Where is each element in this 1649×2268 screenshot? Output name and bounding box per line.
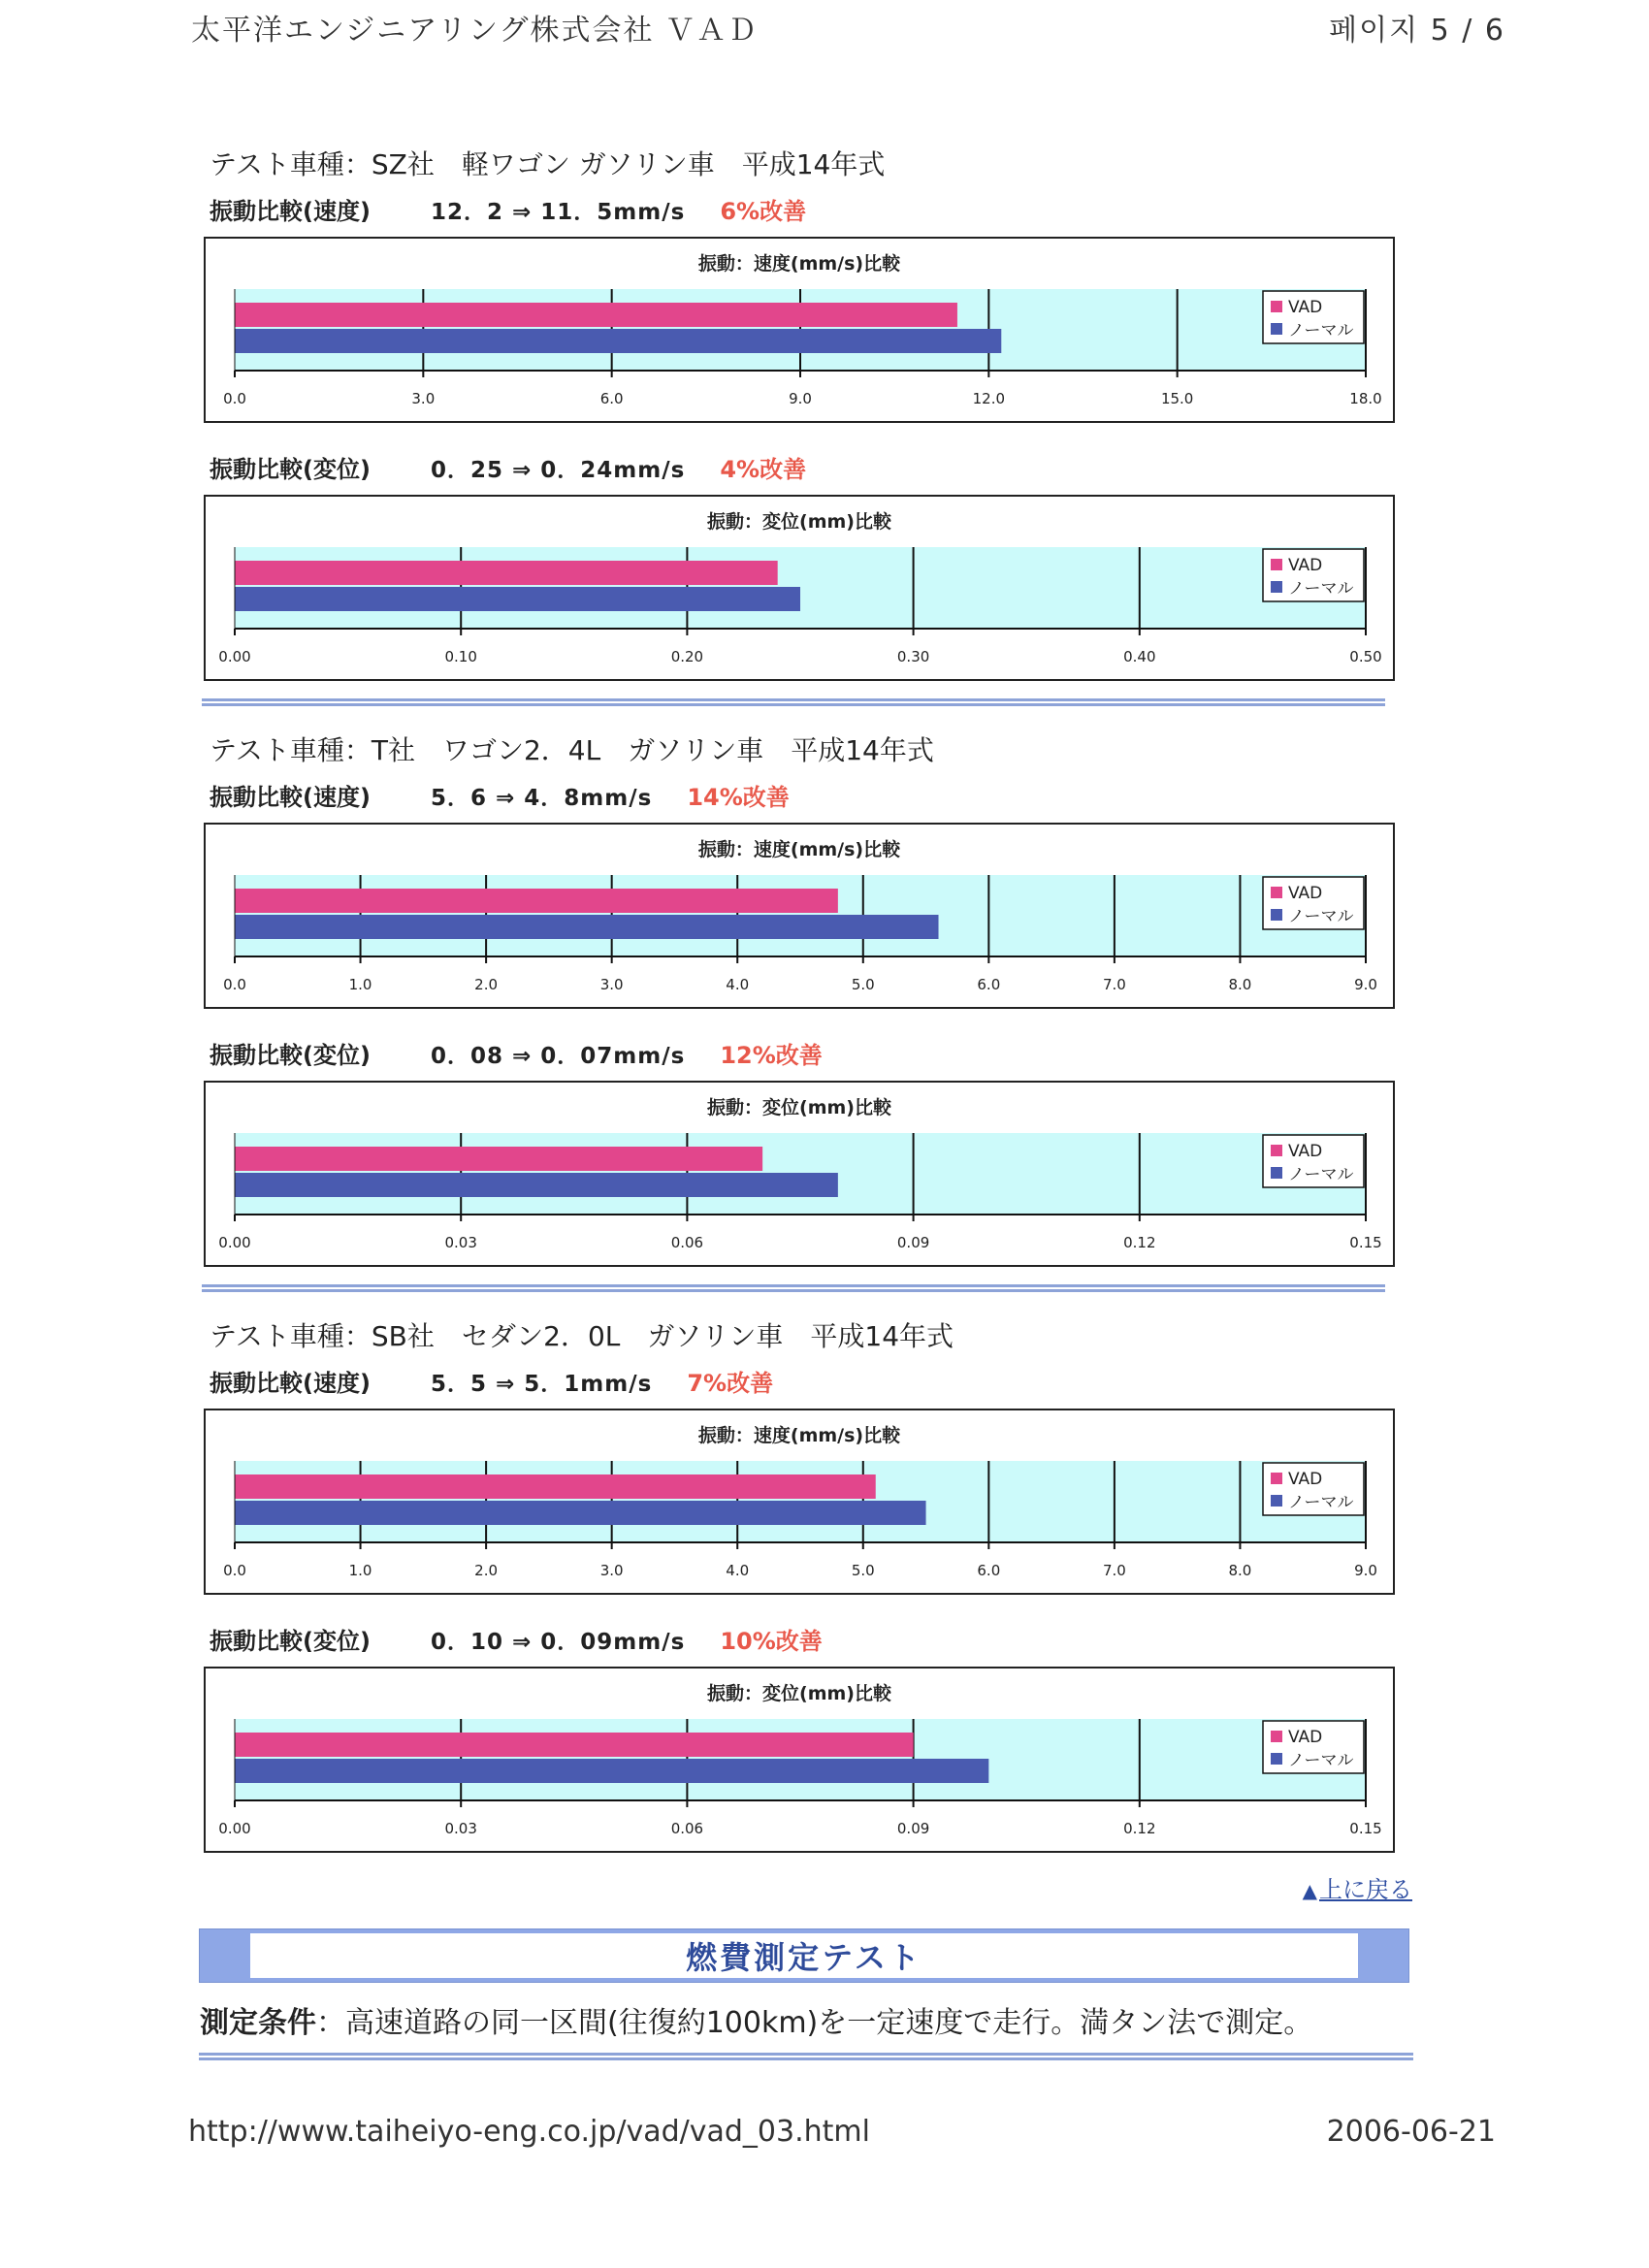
comparison-values: 0．10 ⇒ 0．09mm/s — [431, 1630, 686, 1655]
legend-swatch-normal — [1271, 1495, 1282, 1507]
x-tick-label: 5.0 — [851, 976, 875, 993]
velocity-chart-1 — [204, 237, 1395, 423]
footer-date: 2006-06-21 — [1326, 2115, 1496, 2149]
x-tick-label: 0.03 — [444, 1234, 477, 1251]
section-divider — [202, 698, 1385, 706]
displacement-chart-3 — [204, 1667, 1395, 1853]
chart-title: 振動：変位(mm)比較 — [707, 1097, 891, 1118]
page-indicator: 페이지 5 / 6 — [1329, 14, 1505, 48]
improvement-rate: 4%改善 — [720, 456, 807, 483]
velocity-comparison-2 — [210, 778, 790, 812]
legend-label-vad: VAD — [1288, 1142, 1323, 1161]
x-tick-label: 0.09 — [896, 1820, 930, 1837]
velocity-chart-2 — [204, 823, 1395, 1009]
x-tick-label: 8.0 — [1228, 1562, 1252, 1579]
legend-swatch-normal — [1271, 323, 1282, 335]
x-tick-label: 7.0 — [1102, 1562, 1126, 1579]
bar-vad — [235, 1474, 876, 1499]
velocity-chart-3 — [204, 1409, 1395, 1595]
legend-swatch-vad — [1271, 1731, 1282, 1742]
bar-normal — [235, 329, 1001, 353]
legend-label-normal: ノーマル — [1288, 1751, 1354, 1770]
x-tick-label: 0.06 — [670, 1820, 704, 1837]
x-tick-label: 6.0 — [599, 390, 624, 407]
x-tick-label: 0.0 — [223, 976, 246, 993]
chart-title: 振動：速度(mm/s)比較 — [697, 839, 901, 860]
x-tick-label: 4.0 — [726, 1562, 750, 1579]
legend-swatch-vad — [1271, 559, 1282, 570]
up-triangle-icon: ▲ — [1302, 1879, 1317, 1902]
legend-label-normal: ノーマル — [1288, 321, 1354, 340]
x-tick-label: 9.0 — [789, 390, 812, 407]
comparison-label: 振動比較(変位) — [210, 456, 371, 483]
x-tick-label: 6.0 — [977, 1562, 1001, 1579]
velocity-comparison-1 — [210, 192, 806, 226]
x-tick-label: 3.0 — [411, 390, 436, 407]
comparison-label: 振動比較(速度) — [210, 1370, 371, 1397]
bar-normal — [235, 915, 939, 939]
x-tick-label: 0.00 — [218, 648, 251, 665]
back-to-top-label: 上に戻る — [1319, 1876, 1412, 1903]
improvement-rate: 7%改善 — [687, 1370, 774, 1397]
legend-swatch-normal — [1271, 1167, 1282, 1179]
legend-swatch-vad — [1271, 1473, 1282, 1484]
x-tick-label: 6.0 — [977, 976, 1001, 993]
legend-label-vad: VAD — [1288, 884, 1323, 903]
x-tick-label: 0.09 — [896, 1234, 930, 1251]
bar-vad — [235, 303, 957, 327]
print-header — [0, 0, 1649, 58]
bar-normal — [235, 1501, 926, 1525]
chart-title: 振動：変位(mm)比較 — [707, 511, 891, 533]
section-divider — [202, 1284, 1385, 1292]
fuel-test-banner — [199, 1928, 1409, 1983]
back-to-top-link[interactable] — [1303, 1870, 1412, 1904]
bar-normal — [235, 1759, 988, 1783]
legend-label-normal: ノーマル — [1288, 1165, 1354, 1184]
x-tick-label: 9.0 — [1354, 1562, 1377, 1579]
x-tick-label: 18.0 — [1349, 390, 1382, 407]
comparison-label: 振動比較(変位) — [210, 1628, 371, 1655]
measurement-conditions — [200, 1998, 1312, 2041]
displacement-comparison-3 — [210, 1622, 823, 1656]
bar-chart-svg — [206, 1410, 1393, 1593]
x-tick-label: 0.15 — [1349, 1234, 1382, 1251]
bar-chart-svg — [206, 1669, 1393, 1851]
x-tick-label: 0.10 — [444, 648, 477, 665]
x-tick-label: 1.0 — [348, 976, 372, 993]
bar-normal — [235, 1173, 838, 1197]
x-tick-label: 0.00 — [218, 1234, 251, 1251]
conditions-text: ：高速道路の同一区間(往復約100km)を一定速度で走行。満タン法で測定。 — [316, 2006, 1313, 2040]
improvement-rate: 10%改善 — [720, 1628, 823, 1655]
x-tick-label: 0.15 — [1349, 1820, 1382, 1837]
x-tick-label: 3.0 — [599, 976, 624, 993]
legend-label-vad: VAD — [1288, 1470, 1323, 1489]
comparison-values: 5．6 ⇒ 4．8mm/s — [431, 786, 653, 811]
displacement-comparison-2 — [210, 1036, 823, 1070]
legend-label-vad: VAD — [1288, 298, 1323, 317]
legend-label-normal: ノーマル — [1288, 907, 1354, 926]
section-divider — [199, 2053, 1413, 2060]
x-tick-label: 0.0 — [223, 390, 246, 407]
legend-label-normal: ノーマル — [1288, 1493, 1354, 1512]
bar-normal — [235, 587, 800, 611]
bar-vad — [235, 1147, 762, 1171]
legend-swatch-vad — [1271, 1145, 1282, 1156]
x-tick-label: 12.0 — [972, 390, 1006, 407]
displacement-comparison-1 — [210, 450, 806, 484]
x-tick-label: 0.06 — [670, 1234, 704, 1251]
vehicle-title-3: テスト車種：SB社 セダン2．0L ガソリン車 平成14年式 — [210, 1320, 954, 1352]
x-tick-label: 2.0 — [474, 976, 499, 993]
x-tick-label: 0.00 — [218, 1820, 251, 1837]
comparison-values: 5．5 ⇒ 5．1mm/s — [431, 1372, 653, 1397]
vehicle-title-2: テスト車種：T社 ワゴン2．4L ガソリン車 平成14年式 — [210, 734, 934, 766]
x-tick-label: 0.50 — [1349, 648, 1382, 665]
x-tick-label: 2.0 — [474, 1562, 499, 1579]
x-tick-label: 8.0 — [1228, 976, 1252, 993]
x-tick-label: 3.0 — [599, 1562, 624, 1579]
legend-swatch-normal — [1271, 909, 1282, 921]
bar-chart-svg — [206, 825, 1393, 1007]
x-tick-label: 0.20 — [670, 648, 704, 665]
x-tick-label: 0.0 — [223, 1562, 246, 1579]
x-tick-label: 0.12 — [1123, 1234, 1156, 1251]
bar-chart-svg — [206, 239, 1393, 421]
vehicle-title-1: テスト車種：SZ社 軽ワゴン ガソリン車 平成14年式 — [210, 148, 886, 180]
x-tick-label: 0.40 — [1123, 648, 1156, 665]
comparison-values: 12．2 ⇒ 11．5mm/s — [431, 200, 686, 225]
footer-url: http://www.taiheiyo-eng.co.jp/vad/vad_03.html — [188, 2115, 870, 2149]
x-tick-label: 5.0 — [851, 1562, 875, 1579]
x-tick-label: 7.0 — [1102, 976, 1126, 993]
displacement-chart-1 — [204, 495, 1395, 681]
legend-label-vad: VAD — [1288, 556, 1323, 575]
x-tick-label: 0.03 — [444, 1820, 477, 1837]
company-name: 太平洋エンジニアリング株式会社 ＶＡＤ — [191, 14, 759, 48]
chart-title: 振動：速度(mm/s)比較 — [697, 1425, 901, 1446]
bar-vad — [235, 561, 778, 585]
legend-swatch-vad — [1271, 887, 1282, 898]
chart-title: 振動：速度(mm/s)比較 — [697, 253, 901, 275]
comparison-values: 0．08 ⇒ 0．07mm/s — [431, 1044, 686, 1069]
comparison-label: 振動比較(速度) — [210, 198, 371, 225]
legend-swatch-vad — [1271, 301, 1282, 312]
improvement-rate: 12%改善 — [720, 1042, 823, 1069]
fuel-test-title: 燃費測定テスト — [686, 1939, 922, 1976]
improvement-rate: 14%改善 — [687, 784, 790, 811]
chart-title: 振動：変位(mm)比較 — [707, 1683, 891, 1704]
x-tick-label: 15.0 — [1160, 390, 1194, 407]
comparison-label: 振動比較(変位) — [210, 1042, 371, 1069]
bar-vad — [235, 1733, 914, 1757]
bar-chart-svg — [206, 497, 1393, 679]
bar-chart-svg — [206, 1083, 1393, 1265]
legend-swatch-normal — [1271, 581, 1282, 593]
legend-swatch-normal — [1271, 1753, 1282, 1765]
x-tick-label: 0.12 — [1123, 1820, 1156, 1837]
x-tick-label: 9.0 — [1354, 976, 1377, 993]
x-tick-label: 0.30 — [896, 648, 930, 665]
velocity-comparison-3 — [210, 1364, 773, 1398]
comparison-values: 0．25 ⇒ 0．24mm/s — [431, 458, 686, 483]
x-tick-label: 1.0 — [348, 1562, 372, 1579]
conditions-label: 測定条件 — [200, 2006, 316, 2040]
legend-label-normal: ノーマル — [1288, 579, 1354, 599]
displacement-chart-2 — [204, 1081, 1395, 1267]
bar-vad — [235, 889, 838, 913]
x-tick-label: 4.0 — [726, 976, 750, 993]
improvement-rate: 6%改善 — [720, 198, 807, 225]
legend-label-vad: VAD — [1288, 1728, 1323, 1747]
comparison-label: 振動比較(速度) — [210, 784, 371, 811]
